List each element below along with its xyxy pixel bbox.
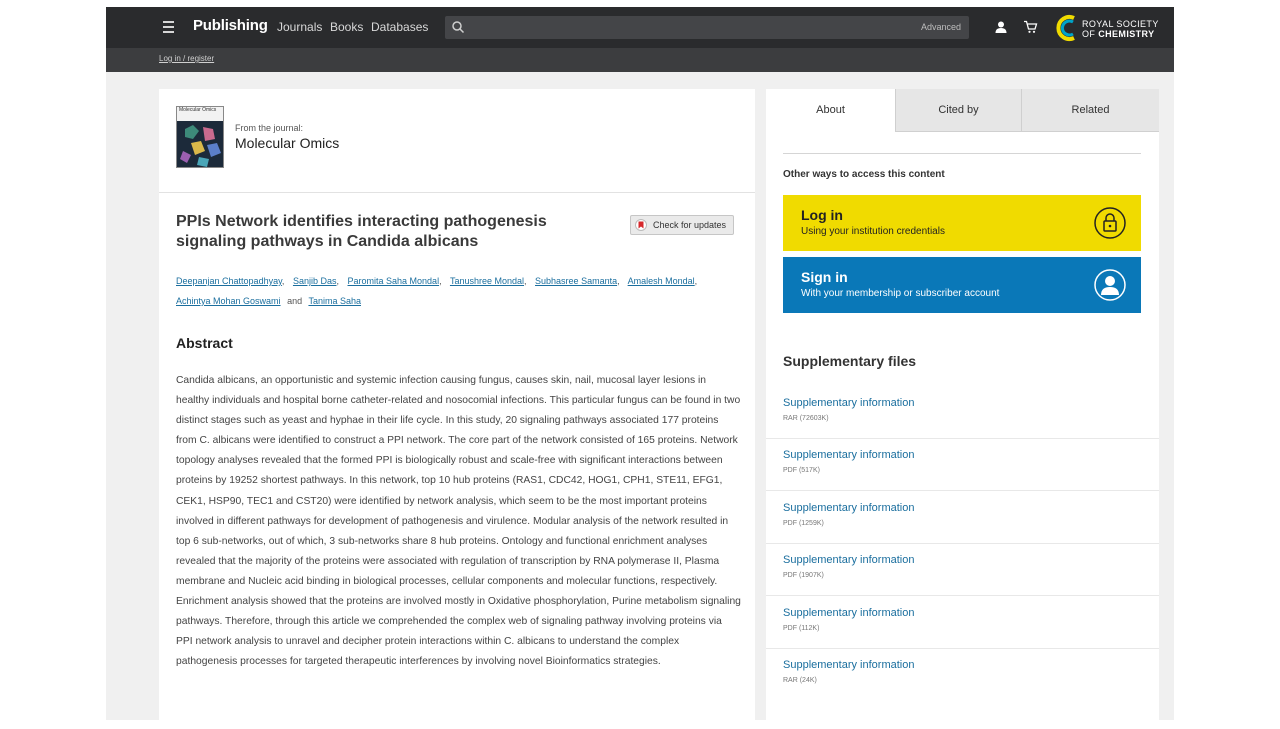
person-icon <box>1094 269 1126 301</box>
login-register-link[interactable]: Log in / register <box>159 54 215 63</box>
supp-file-meta: PDF (1259K) <box>783 520 824 527</box>
member-signin-button[interactable] <box>783 257 1141 313</box>
author-link[interactable]: Deepanjan Chattopadhyay <box>176 276 282 286</box>
crossmark-icon <box>635 219 647 231</box>
sub-navbar <box>106 48 1174 72</box>
tab-about[interactable]: About <box>766 89 895 132</box>
supp-file-item <box>766 492 1159 544</box>
page <box>106 0 1174 720</box>
and-label: and <box>287 296 303 306</box>
lock-icon <box>1094 207 1126 239</box>
menu-icon[interactable] <box>163 21 174 33</box>
supplementary-heading: Supplementary files <box>783 353 917 369</box>
cart-icon[interactable] <box>1023 20 1038 34</box>
tab-related[interactable]: Related <box>1021 89 1159 132</box>
author-link[interactable]: Achintya Mohan Goswami <box>176 296 281 306</box>
institution-login-button[interactable] <box>783 195 1141 251</box>
author-list: Deepanjan Chattopadhyay, Sanjib Das, Paromita Saha Mondal, Tanushree Mondal, Subhasree Samanta, Amalesh Mondal, Achintya Mohan Goswami and Tanima Saha <box>176 276 698 306</box>
author-link[interactable]: Subhasree Samanta <box>535 276 618 286</box>
supp-file-item <box>766 439 1159 491</box>
journal-cover-image[interactable] <box>176 106 224 168</box>
rsc-logo[interactable] <box>1054 13 1164 43</box>
search-icon[interactable] <box>451 20 465 34</box>
author-link[interactable]: Tanima Saha <box>308 296 361 306</box>
supp-file-item <box>766 387 1159 439</box>
top-strip <box>106 0 1174 7</box>
supp-file-link[interactable]: Supplementary information <box>783 554 915 566</box>
check-for-updates-label: Check for updates <box>653 220 727 230</box>
journal-name[interactable]: Molecular Omics <box>235 135 340 151</box>
supp-file-meta: PDF (517K) <box>783 467 820 474</box>
cover-title: Molecular Omics <box>179 107 217 113</box>
rsc-wordmark <box>1082 19 1159 39</box>
supp-file-link[interactable]: Supplementary information <box>783 659 915 671</box>
supp-file-meta: RAR (24K) <box>783 677 817 684</box>
abstract-text: Candida albicans, an opportunistic and systemic infection causing fungus, causes skin, nail, mucosal layer lesions in healthy individuals and hospital borne catheter-related and nosocomial infections. This particular fungus can be found in two distinct stages such as yeast and hyphae in their life cycle. In this study, 20 signaling pathways associated 177 proteins from C. albicans were identified to construct a PPI network. The core part of the network consisted of 165 proteins. Network topology analyses revealed that the formed PPI is biologically robust and scale-free with significant interactions between proteins by 19252 shortest pathways. In this network, top 10 hub proteins (RAS1, CDC42, HOG1, CPH1, STE11, EFG1, CEK1, HSP90, TEC1 and CST20) were identified by network analysis, which seem to be the most important proteins involved in different pathways for development of pathogenesis and virulence. Modular analysis of the network resulted in top 6 sub-networks, out of which, 3 sub-networks share 8 hub proteins. Ontology and functional enrichment analyses revealed that the majority of the proteins were associated with regulation of transcription by RNA polymerase II, Plasma membrane and Nucleic acid binding in biological processes, cellular components and molecular functions, respectively. Enrichment analysis showed that the proteins are involved mostly in Oxidative phosphorylation, Purine metabolism signaling pathways. Therefore, through this article we comprehended the complex web of signaling pathway involving proteins via PPI network analysis to unravel and decipher protein interactions within C. albicans to understand the complex pathogenesis processes for targeted therapeutic interferences by involving novel Bioinformatics strategies. <box>176 375 741 668</box>
signin-subtitle: With your membership or subscriber account <box>801 288 1000 299</box>
logo-line2-bold: CHEMISTRY <box>1098 29 1155 39</box>
article-title: PPIs Network identifies interacting pathogenesis signaling pathways in Candida albicans <box>176 213 547 250</box>
login-title: Log in <box>801 207 843 223</box>
rsc-emblem-icon <box>1054 13 1080 43</box>
author-link[interactable]: Tanushree Mondal <box>449 276 524 286</box>
logo-line2-prefix: OF <box>1082 29 1096 39</box>
login-subtitle: Using your institution credentials <box>801 226 945 237</box>
supp-file-meta: RAR (72603K) <box>783 415 829 422</box>
divider <box>783 153 1141 154</box>
nav-databases[interactable]: Databases <box>371 20 429 34</box>
supp-file-item <box>766 597 1159 649</box>
signin-title: Sign in <box>801 269 848 285</box>
supp-file-item <box>766 649 1159 701</box>
author-link[interactable]: Paromita Saha Mondal <box>347 276 440 286</box>
advanced-search-link[interactable]: Advanced <box>920 22 961 32</box>
supp-file-item <box>766 544 1159 596</box>
journal-header <box>159 89 755 193</box>
nav-journals[interactable]: Journals <box>277 20 323 34</box>
sidebar-panel <box>766 89 1159 729</box>
search-input[interactable] <box>469 16 909 39</box>
brand-publishing[interactable]: Publishing <box>193 17 268 34</box>
other-ways-heading: Other ways to access this content <box>783 169 945 180</box>
article-panel <box>159 89 755 729</box>
abstract-heading: Abstract <box>176 335 233 351</box>
supp-file-link[interactable]: Supplementary information <box>783 449 915 461</box>
supp-file-link[interactable]: Supplementary information <box>783 607 915 619</box>
author-link[interactable]: Amalesh Mondal <box>627 276 695 286</box>
check-for-updates-button[interactable] <box>630 215 734 235</box>
author-link[interactable]: Sanjib Das <box>292 276 337 286</box>
from-journal-label: From the journal: <box>235 123 304 133</box>
supp-file-link[interactable]: Supplementary information <box>783 502 915 514</box>
supp-file-meta: PDF (112K) <box>783 625 820 632</box>
supp-file-link[interactable]: Supplementary information <box>783 397 915 409</box>
cover-art-icon <box>177 121 224 168</box>
supp-file-meta: PDF (1907K) <box>783 572 824 579</box>
top-navbar <box>106 7 1174 48</box>
user-icon[interactable] <box>994 20 1008 34</box>
tab-cited-by[interactable]: Cited by <box>895 89 1021 132</box>
search-bar <box>445 16 969 39</box>
logo-line1: ROYAL SOCIETY <box>1082 19 1159 29</box>
nav-books[interactable]: Books <box>330 20 364 34</box>
